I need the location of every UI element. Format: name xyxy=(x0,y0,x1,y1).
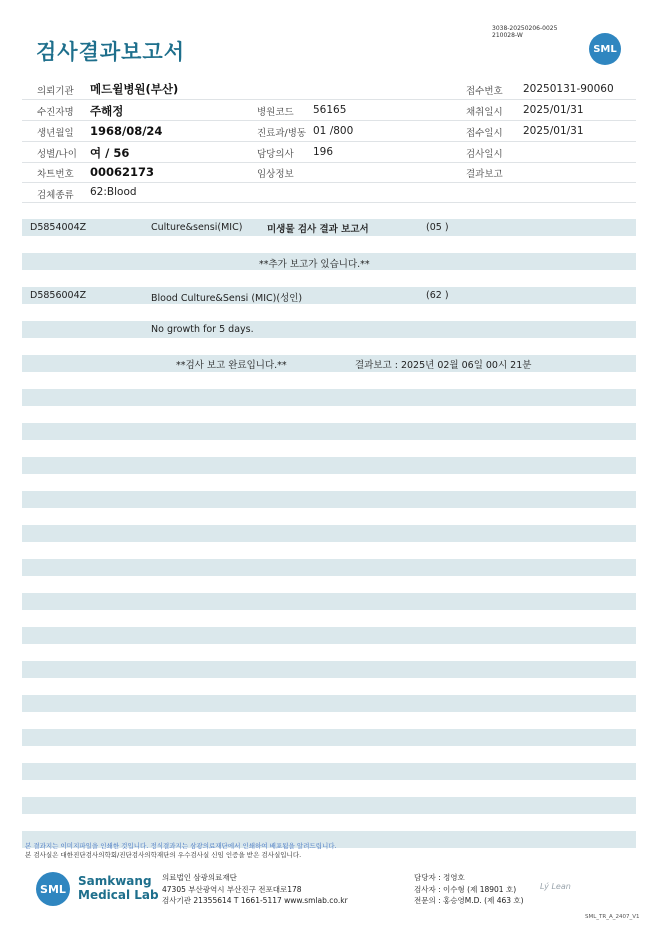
company-address xyxy=(162,872,348,907)
report-complete-note: **검사 보고 완료입니다.** xyxy=(176,360,287,371)
dob-value: 1968/08/24 xyxy=(90,124,163,138)
contact-line: 검사기관 21355614 T 1661-5117 www.smlab.co.kr xyxy=(162,896,348,905)
tested-label: 검사일시 xyxy=(466,149,503,160)
test-number: (05 ) xyxy=(426,222,449,233)
chart-no-value: 00062173 xyxy=(90,165,155,179)
org-name: 의료법인 삼광의료재단 xyxy=(162,873,237,882)
signature: Lý Lean xyxy=(540,882,571,891)
test-description: 미생물 검사 결과 보고서 xyxy=(267,224,369,235)
receipt-no-value: 20250131-90060 xyxy=(523,83,614,95)
result-row-stripe xyxy=(22,491,636,508)
result-row-stripe xyxy=(22,355,636,372)
additional-report-note: **추가 보고가 있습니다.** xyxy=(259,259,370,270)
sml-logo-icon: SML xyxy=(589,33,621,65)
divider xyxy=(22,141,636,142)
result-row-stripe xyxy=(22,593,636,610)
divider xyxy=(22,120,636,121)
report-time: 결과보고 : 2025년 02월 06일 00시 21분 xyxy=(355,360,532,371)
result-text: No growth for 5 days. xyxy=(151,324,254,335)
divider xyxy=(22,182,636,183)
doctor-label: 담당의사 xyxy=(257,149,294,160)
sex-age-label: 성별/나이 xyxy=(37,149,77,160)
received-value: 2025/01/31 xyxy=(523,125,584,137)
collected-value: 2025/01/31 xyxy=(523,104,584,116)
result-row-stripe xyxy=(22,695,636,712)
result-row-stripe xyxy=(22,661,636,678)
dept-label: 진료과/병동 xyxy=(257,128,307,139)
result-row-stripe xyxy=(22,389,636,406)
divider xyxy=(22,162,636,163)
dept-value: 01 /800 xyxy=(313,125,354,137)
address-line: 47305 부산광역시 부산진구 전포대로178 xyxy=(162,884,302,894)
patient-name-value: 주해정 xyxy=(90,104,124,118)
form-code: SML_TR_A_2407_V1 xyxy=(585,914,640,920)
hospital-code-value: 56165 xyxy=(313,104,347,116)
collected-label: 채취일시 xyxy=(466,107,503,118)
test-code: D5856004Z xyxy=(30,290,87,301)
document-id xyxy=(492,25,557,39)
receipt-no-label: 접수번호 xyxy=(466,86,503,97)
sex-age-value: 여 / 56 xyxy=(90,146,130,160)
clinical-info-label: 임상정보 xyxy=(257,169,294,180)
patient-name-label: 수진자명 xyxy=(37,107,74,118)
result-row-stripe xyxy=(22,627,636,644)
test-number: (62 ) xyxy=(426,290,449,301)
result-row-stripe xyxy=(22,423,636,440)
document-id-line1: 3038-20250206-0025 xyxy=(492,25,558,32)
received-label: 접수일시 xyxy=(466,128,503,139)
report-label: 결과보고 xyxy=(466,169,503,180)
accreditation-notice: 본 검사실은 대한진단검사의학회/진단검사의학재단의 우수검사실 신임 인증을 받은 검사실입니다. xyxy=(25,851,302,859)
institution-label: 의뢰기관 xyxy=(37,86,74,97)
doctor-value: 196 xyxy=(313,146,334,158)
brand-line2: Medical Lab xyxy=(78,888,159,902)
brand-line1: Samkwang xyxy=(78,874,152,888)
company-brand xyxy=(78,874,159,902)
staff-specialist: 전문의 : 홍승영M.D. (제 463 호) xyxy=(414,896,524,905)
result-row-stripe xyxy=(22,729,636,746)
test-code: D5854004Z xyxy=(30,222,87,233)
divider xyxy=(22,202,636,203)
chart-no-label: 차트번호 xyxy=(37,169,74,180)
staff-info xyxy=(414,872,524,907)
specimen-value: 62:Blood xyxy=(90,186,137,198)
page-title: 검사결과보고서 xyxy=(36,40,186,64)
document-id-line2: 210028-W xyxy=(492,32,523,39)
result-row-stripe xyxy=(22,525,636,542)
footer-notice: 본 결과지는 이미지파일을 인쇄한 것입니다. 정식결과지는 삼광의료재단에서 인쇄하여 배포됨을 알려드립니다. xyxy=(25,842,337,850)
test-name: Blood Culture&Sensi (MIC)(성인) xyxy=(151,293,303,304)
result-row-stripe xyxy=(22,457,636,474)
divider xyxy=(22,99,636,100)
specimen-label: 검체종류 xyxy=(37,190,74,201)
hospital-code-label: 병원코드 xyxy=(257,107,294,118)
result-row-stripe xyxy=(22,287,636,304)
test-name: Culture&sensi(MIC) xyxy=(151,222,243,233)
result-row-stripe xyxy=(22,321,636,338)
result-row-stripe xyxy=(22,797,636,814)
staff-tester: 검사자 : 이수형 (제 18901 호) xyxy=(414,884,517,894)
result-row-stripe xyxy=(22,763,636,780)
dob-label: 생년월일 xyxy=(37,128,74,139)
result-row-stripe xyxy=(22,559,636,576)
staff-manager: 담당자 : 정영호 xyxy=(414,873,465,882)
sml-logo-icon: SML xyxy=(36,872,70,906)
institution-value: 메드윌병원(부산) xyxy=(90,82,179,96)
